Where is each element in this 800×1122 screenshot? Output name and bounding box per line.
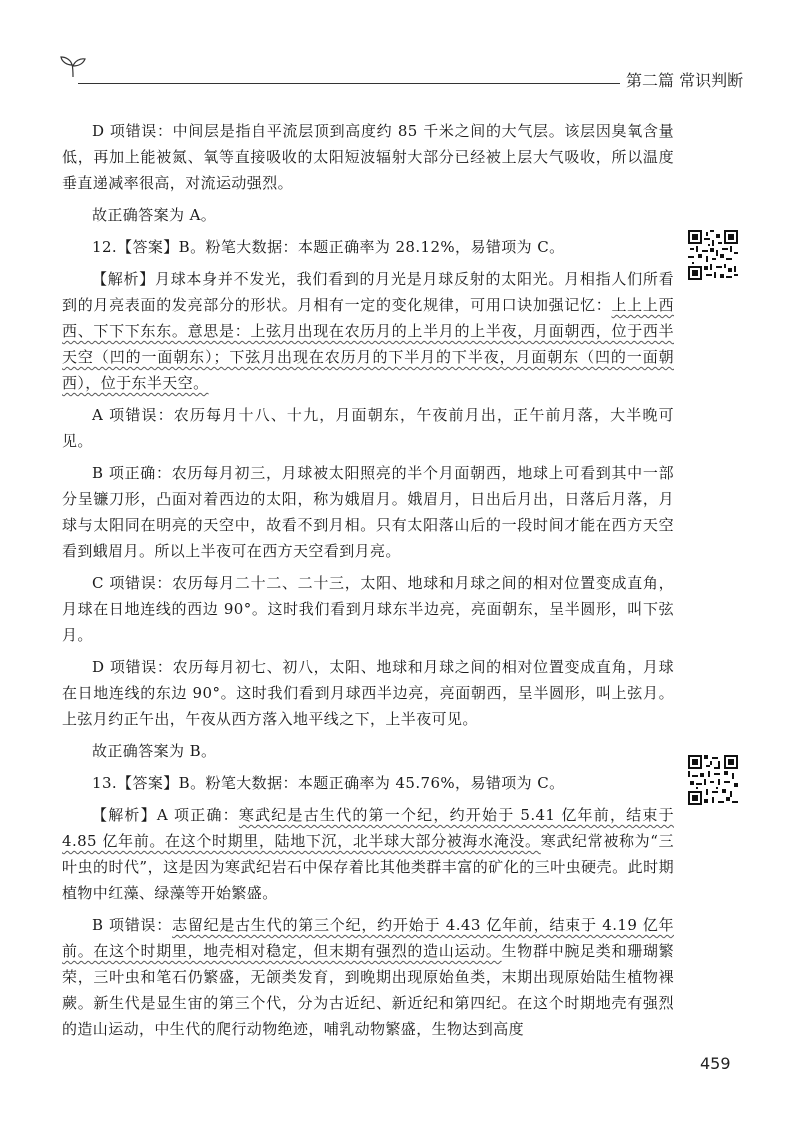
section-title: 第二篇 常识判断	[626, 71, 744, 90]
paragraph: 故正确答案为 A。	[92, 206, 217, 224]
paragraph: C 项错误：农历每月二十二、二十三，太阳、地球和月球之间的相对位置变成直角，月球在日地连线的西边 90°。这时我们看到月球东半边亮，亮面朝东，呈半圆形，叫下弦月。	[62, 574, 674, 644]
paragraph: D 项错误：农历每月初七、初八，太阳、地球和月球之间的相对位置变成直角，月球在日地连线的东边 90°。这时我们看到月球西半边亮，亮面朝西，呈半圆形，叫上弦月。上弦月约正午出，午夜从西方落入地平线之下，上半夜可见。	[62, 658, 674, 728]
paragraph-text: B 项错误：	[92, 916, 173, 934]
underlined-text: 志留纪是古生代的第三个纪，约开始于 4.43 亿年前，结束于 4.19 亿年前。在这个时期里，地壳相对稳定，但末期有强烈的造山运动。	[62, 916, 674, 960]
page-header	[0, 0, 800, 100]
answer-line: 13.【答案】B。粉笔大数据：本题正确率为 45.76%，易错项为 C。	[92, 774, 565, 792]
sprout-icon	[58, 54, 88, 78]
analysis-paragraph	[62, 802, 674, 906]
paragraph-text: 【解析】月球本身并不发光，我们看到的月光是月球反射的太阳光。月相指人们所看到的月亮表面的发亮部分的形状。月相有一定的变化规律，可用口诀加强记忆：	[62, 270, 674, 314]
underlined-text: 寒武纪是古生代的第一个纪，约开始于 5.41 亿年前，结束于 4.85 亿年前。在这个时期里，陆地下沉，北半球大部分被海水淹没。	[62, 806, 674, 850]
paragraph: D 项错误：中间层是指自平流层顶到高度约 85 千米之间的大气层。该层因臭氧含量低，再加上能被氮、氧等直接吸收的太阳短波辐射大部分已经被上层大气吸收，所以温度垂直递减率很高，对流运动强烈。	[62, 122, 674, 192]
analysis-paragraph	[62, 266, 674, 396]
paragraph: B 项正确：农历每月初三，月球被太阳照亮的半个月面朝西，地球上可看到其中一部分呈镰刀形，凸面对着西边的太阳，称为娥眉月。娥眉月，日出后月出，日落后月落，月球与太阳同在明亮的天空中，故看不到月相。只有太阳落山后的一段时间才能在西方天空看到蛾眉月。所以上半夜可在西方天空看到月亮。	[62, 464, 674, 560]
qr-code-icon[interactable]	[688, 230, 738, 280]
main-content	[62, 118, 674, 1042]
analysis-paragraph	[62, 912, 674, 1042]
paragraph: A 项错误：农历每月十八、十九，月面朝东，午夜前月出，正午前月落，大半晚可见。	[62, 406, 674, 450]
paragraph-text: 【解析】A 项正确：	[92, 806, 239, 824]
qr-code-icon[interactable]	[688, 755, 738, 805]
page-number: 459	[700, 1054, 731, 1073]
underlined-text: 上上上西西、下下下东东。意思是：上弦月出现在农历月的上半月的上半夜，月面朝西，位于西半天空（凹的一面朝东）；下弦月出现在农历月的下半月的下半夜，月面朝东（凹的一面朝西），位于东半天空。	[62, 296, 674, 392]
paragraph-text: 寒武纪常被称为“三叶虫的时代”，这是因为寒武纪岩石中保存着比其他类群丰富的矿化的三叶虫硬壳。此时期植物中红藻、绿藻等开始繁盛。	[62, 832, 674, 902]
paragraph: 故正确答案为 B。	[92, 742, 217, 760]
paragraph-text: 生物群中腕足类和珊瑚繁荣，三叶虫和笔石仍繁盛，无颌类发育，到晚期出现原始鱼类，末期出现原始陆生植物裸蕨。新生代是显生宙的第三个代，分为古近纪、新近纪和第四纪。在这个时期地壳有强烈的造山运动，中生代的爬行动物绝迹，哺乳动物繁盛，生物达到高度	[62, 942, 675, 1038]
header-divider	[78, 83, 620, 84]
answer-line: 12.【答案】B。粉笔大数据：本题正确率为 28.12%，易错项为 C。	[92, 238, 565, 256]
